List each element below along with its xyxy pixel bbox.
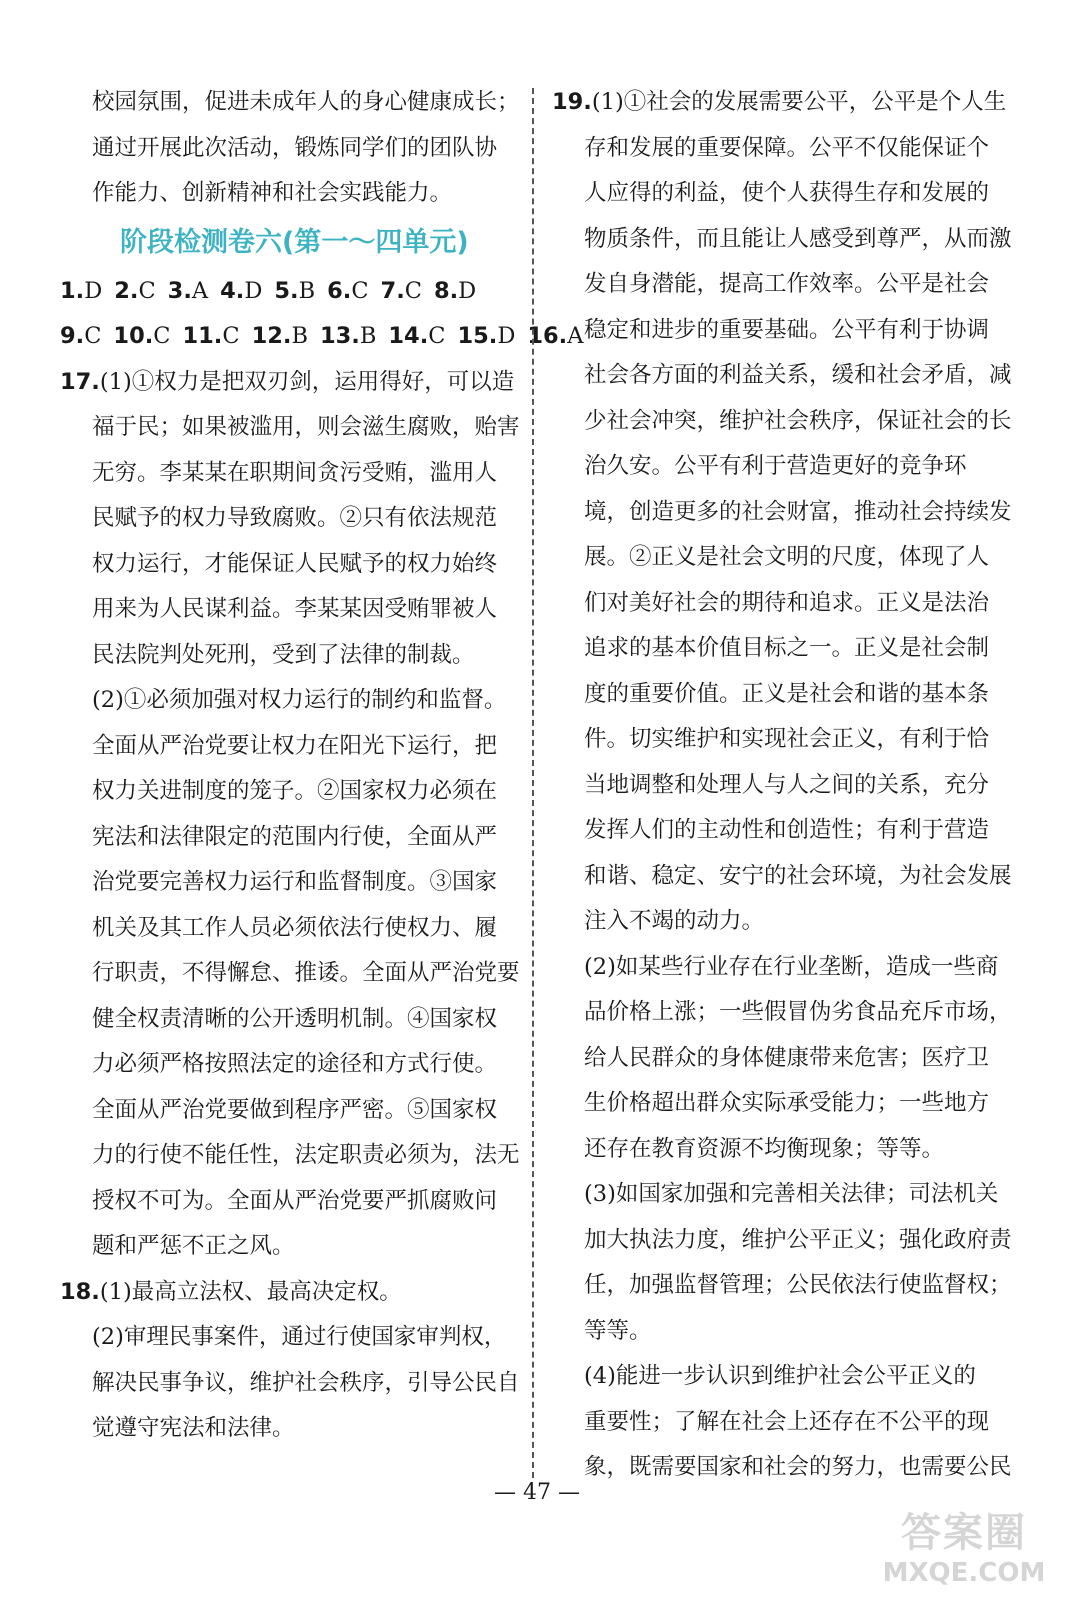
text-line: 力必须严格按照法定的途径和方式行使。 bbox=[92, 1051, 498, 1077]
text-line: 治久安。公平有利于营造更好的竞争环 bbox=[584, 453, 967, 479]
text-line: 物质条件，而且能让人感受到尊严，从而激 bbox=[584, 225, 1012, 252]
text-line: 健全权责清晰的公开透明机制。④国家权 bbox=[92, 1005, 498, 1032]
text-line: 通过开展此次活动，锻炼同学们的团队协 bbox=[92, 134, 498, 161]
line-text: (1)最高立法权、最高决定权。 bbox=[99, 1278, 402, 1305]
question-18 bbox=[60, 1270, 525, 1452]
text-line: 机关及其工作人员必须依法行使权力、履 bbox=[92, 914, 498, 941]
text-line: 授权不可为。全面从严治党要严抓腐败问 bbox=[92, 1187, 498, 1214]
text-line: 民法院判处死刑，受到了法律的制裁。 bbox=[92, 641, 475, 668]
answer-item bbox=[183, 314, 240, 360]
intro-text bbox=[60, 80, 525, 217]
answer-number: 3. bbox=[167, 277, 192, 304]
answer-item bbox=[60, 314, 101, 360]
text-line: 注入不竭的动力。 bbox=[584, 908, 765, 934]
answer-number: 5. bbox=[274, 277, 299, 304]
answer-choice: D bbox=[84, 277, 103, 304]
text-line: 力的行使不能任性，法定职责必须为，法无 bbox=[92, 1142, 520, 1168]
text-line: 校园氛围，促进未成年人的身心健康成长； bbox=[92, 89, 520, 115]
text-line: 还存在教育资源不均衡现象；等等。 bbox=[584, 1135, 945, 1162]
answer-number: 15. bbox=[457, 323, 498, 349]
text-line: 福于民；如果被滥用，则会滋生腐败，贻害 bbox=[92, 414, 520, 440]
answer-number: 14. bbox=[388, 323, 429, 349]
answer-number: 11. bbox=[182, 323, 223, 349]
question-number: 18. bbox=[60, 1278, 100, 1305]
answer-choice: A bbox=[191, 277, 209, 304]
text-line: (2)审理民事案件，通过行使国家审判权， bbox=[92, 1324, 507, 1350]
text-line: 发自身潜能，提高工作效率。公平是社会 bbox=[584, 271, 990, 297]
text-line: (2)①必须加强对权力运行的制约和监督。 bbox=[92, 687, 507, 713]
text-line: 觉遵守宪法和法律。 bbox=[92, 1415, 295, 1441]
text-line: 当地调整和处理人与人之间的关系，充分 bbox=[584, 771, 990, 798]
text-line: 全面从严治党要让权力在阳光下运行，把 bbox=[92, 732, 498, 759]
answer-item bbox=[388, 314, 445, 360]
answer-item bbox=[220, 269, 262, 315]
text-line: 度的重要价值。正义是社会和谐的基本条 bbox=[584, 680, 990, 707]
answer-choice: D bbox=[497, 323, 516, 349]
question-17 bbox=[60, 360, 525, 1270]
answer-number: 10. bbox=[113, 323, 154, 349]
text-line: 品价格上涨；一些假冒伪劣食品充斥市场， bbox=[584, 999, 1012, 1025]
answer-item bbox=[113, 314, 170, 360]
text-line: 重要性；了解在社会上还存在不公平的现 bbox=[584, 1408, 990, 1435]
answer-choice: B bbox=[291, 323, 308, 349]
text-line: 少社会冲突，维护社会秩序，保证社会的长 bbox=[584, 407, 1012, 434]
watermark-title: 答案圈 bbox=[901, 1510, 1027, 1556]
watermark-logo bbox=[864, 1508, 1064, 1598]
text-line bbox=[60, 1270, 525, 1316]
answer-number: 1. bbox=[60, 277, 85, 304]
answer-number: 12. bbox=[251, 323, 292, 349]
text-line: 给人民群众的身体健康带来危害；医疗卫 bbox=[584, 1044, 990, 1071]
answer-row bbox=[60, 314, 584, 360]
answer-number: 16. bbox=[527, 323, 568, 349]
answer-number: 2. bbox=[114, 277, 139, 304]
answer-item bbox=[327, 269, 368, 315]
question-19 bbox=[552, 80, 1012, 1491]
section-title: 阶段检测卷六(第一～四单元) bbox=[120, 226, 469, 258]
line-text: (1)①社会的发展需要公平，公平是个人生 bbox=[591, 89, 1007, 115]
text-line: (2)如某些行业存在行业垄断，造成一些商 bbox=[584, 953, 999, 980]
text-line bbox=[552, 80, 1012, 126]
column-divider bbox=[532, 88, 534, 1478]
text-line: 生价格超出群众实际承受能力；一些地方 bbox=[584, 1090, 990, 1116]
text-line: 治党要完善权力运行和监督制度。③国家 bbox=[92, 869, 498, 895]
answer-choice: C bbox=[153, 323, 171, 349]
text-line bbox=[60, 360, 525, 406]
question-number: 17. bbox=[60, 368, 100, 395]
answer-choice: C bbox=[138, 277, 156, 304]
text-line: (3)如国家加强和完善相关法律；司法机关 bbox=[584, 1181, 999, 1207]
text-line: 发挥人们的主动性和创造性；有利于营造 bbox=[584, 817, 990, 843]
text-line: 任，加强监督管理；公民依法行使监督权； bbox=[584, 1272, 1012, 1298]
answer-item bbox=[457, 314, 515, 360]
text-line: 们对美好社会的期待和追求。正义是法治 bbox=[584, 589, 990, 616]
text-line: 加大执法力度，维护公平正义；强化政府责 bbox=[584, 1226, 1012, 1253]
answer-number: 9. bbox=[60, 323, 85, 349]
text-line: 等等。 bbox=[584, 1317, 652, 1344]
answer-number: 8. bbox=[433, 277, 459, 304]
text-line: 象，既需要国家和社会的努力，也需要公民 bbox=[584, 1454, 1012, 1480]
text-line: (4)能进一步认识到维护社会公平正义的 bbox=[584, 1363, 976, 1389]
text-line: 题和严惩不正之风。 bbox=[92, 1233, 295, 1259]
text-line: 件。切实维护和实现社会正义，有利于恰 bbox=[584, 726, 990, 752]
question-number: 19. bbox=[552, 89, 592, 115]
answer-choice: C bbox=[351, 277, 369, 304]
text-line: 解决民事争议，维护社会秩序，引导公民自 bbox=[92, 1369, 520, 1396]
answer-item bbox=[274, 269, 315, 315]
text-line: 追求的基本价值目标之一。正义是社会制 bbox=[584, 635, 990, 661]
text-line: 行职责，不得懈怠、推诿。全面从严治党要 bbox=[92, 960, 520, 986]
text-line: 作能力、创新精神和社会实践能力。 bbox=[92, 180, 453, 206]
page-number: — 47 — bbox=[494, 1480, 580, 1505]
answer-item bbox=[114, 269, 155, 315]
text-line: 宪法和法律限定的范围内行使，全面从严 bbox=[92, 823, 498, 850]
answer-choice: D bbox=[458, 277, 477, 304]
text-line: 民赋予的权力导致腐败。②只有依法规范 bbox=[92, 505, 498, 531]
text-line: 展。②正义是社会文明的尺度，体现了人 bbox=[584, 544, 990, 570]
answer-choice: C bbox=[84, 323, 102, 349]
answer-key bbox=[60, 269, 584, 360]
answer-number: 13. bbox=[319, 323, 360, 349]
text-line: 权力运行，才能保证人民赋予的权力始终 bbox=[92, 550, 498, 577]
answer-choice: C bbox=[428, 323, 446, 349]
text-line: 稳定和进步的重要基础。公平有利于协调 bbox=[584, 316, 990, 343]
answer-number: 4. bbox=[220, 277, 245, 304]
answer-item bbox=[381, 269, 422, 315]
answer-choice: C bbox=[404, 277, 422, 304]
answer-item bbox=[168, 269, 208, 315]
text-line: 和谐、稳定、安宁的社会环境，为社会发展 bbox=[584, 862, 1012, 889]
text-line: 权力关进制度的笼子。②国家权力必须在 bbox=[92, 778, 498, 804]
text-line: 无穷。李某某在职期间贪污受贿，滥用人 bbox=[92, 459, 498, 486]
answer-choice: B bbox=[298, 277, 316, 304]
answer-row bbox=[60, 269, 525, 315]
answer-choice: C bbox=[222, 323, 240, 349]
text-line: 存和发展的重要保障。公平不仅能保证个 bbox=[584, 134, 990, 161]
answer-item bbox=[434, 269, 476, 315]
line-text: (1)①权力是把双刃剑，运用得好，可以造 bbox=[99, 368, 515, 395]
text-line: 全面从严治党要做到程序严密。⑤国家权 bbox=[92, 1096, 498, 1123]
answer-choice: A bbox=[567, 323, 584, 349]
text-line: 社会各方面的利益关系，缓和社会矛盾，减 bbox=[584, 362, 1012, 388]
answer-item bbox=[60, 269, 102, 315]
answer-number: 6. bbox=[327, 277, 352, 304]
answer-choice: B bbox=[359, 323, 377, 349]
right-column bbox=[552, 80, 1012, 1491]
text-line: 人应得的利益，使个人获得生存和发展的 bbox=[584, 180, 990, 206]
answer-item bbox=[252, 314, 308, 360]
answer-number: 7. bbox=[380, 277, 405, 304]
answer-item bbox=[320, 314, 376, 360]
text-line: 用来为人民谋利益。李某某因受贿罪被人 bbox=[92, 596, 498, 622]
text-line: 境，创造更多的社会财富，推动社会持续发 bbox=[584, 498, 1012, 525]
answer-choice: D bbox=[244, 277, 263, 304]
watermark-url: MXQE.COM bbox=[882, 1558, 1046, 1588]
